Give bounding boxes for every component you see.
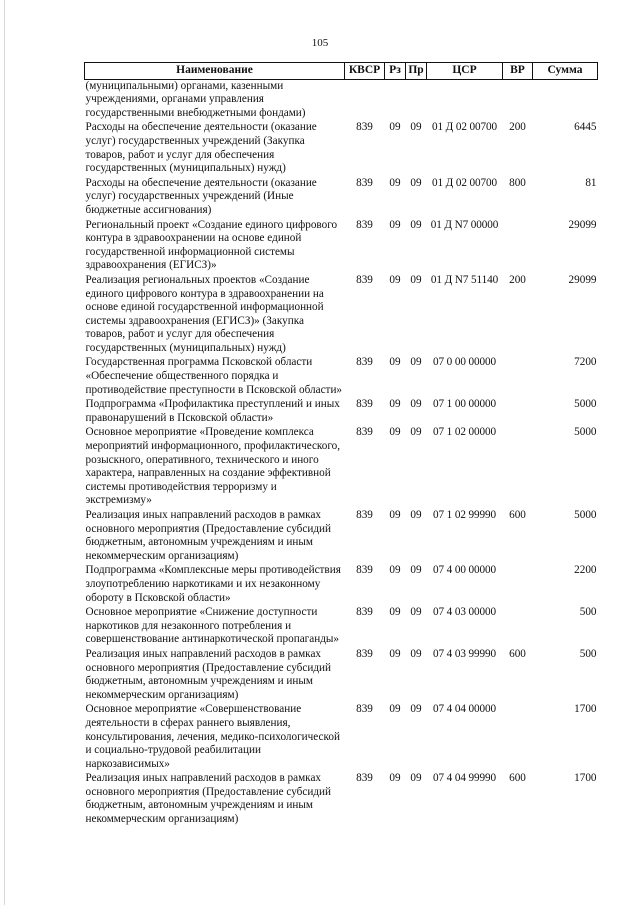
cell-rz — [385, 79, 406, 121]
cell-csr: 07 1 00 00000 — [432, 398, 497, 411]
cell-vr: 600 — [509, 647, 526, 660]
cell-sum: 29099 — [568, 273, 597, 286]
cell-rz: 09 — [389, 647, 401, 660]
cell-name: (муниципальными) органами, казенными учреждениями, органами управления государственными внебюджетными фондами) — [85, 79, 306, 119]
table-row — [85, 398, 598, 426]
cell-vr — [503, 219, 533, 274]
cell-csr: 01 Д 02 00700 — [431, 176, 498, 189]
table-row — [85, 564, 598, 606]
cell-pr: 09 — [410, 564, 422, 577]
header-kvsr: КВСР — [345, 63, 385, 80]
cell-kvsr: 839 — [356, 121, 373, 134]
cell-pr: 09 — [410, 703, 422, 716]
cell-sum: 5000 — [574, 509, 597, 521]
cell-kvsr: 839 — [356, 509, 373, 521]
cell-pr: 09 — [410, 121, 422, 134]
cell-kvsr — [345, 79, 385, 121]
cell-vr — [503, 703, 533, 772]
cell-name: Региональный проект «Создание единого цифрового контура в здравоохранении на основе единой государственной информационной системы здравоохранения (ЕГИСЗ)» — [85, 218, 338, 272]
cell-name: Основное мероприятие «Проведение комплекса мероприятий информационного, профилактического, розыскного, оперативного, технического и иного характера, направленных на создание эффективной системы противодействия терроризму и экстремизму» — [85, 426, 341, 507]
cell-name: Подпрограмма «Профилактика преступлений и иных правонарушений в Псковской области» — [85, 398, 340, 424]
cell-vr: 200 — [509, 273, 526, 286]
cell-kvsr: 839 — [356, 218, 373, 231]
table-header — [85, 63, 598, 80]
cell-rz: 09 — [389, 218, 401, 231]
cell-pr: 09 — [410, 426, 422, 439]
cell-name: Подпрограмма «Комплексные меры противодействия злоупотреблению наркотиками и их незаконному обороту в Псковской области» — [85, 564, 341, 604]
cell-csr: 07 0 00 00000 — [432, 356, 497, 369]
header-vr: ВР — [503, 63, 533, 80]
table-row — [85, 509, 598, 564]
cell-kvsr: 839 — [356, 606, 373, 619]
cell-pr: 09 — [410, 509, 422, 521]
cell-name: Реализация иных направлений расходов в рамках основного мероприятия (Предоставление субсидий бюджетным, автономным учреждениям и иным некоммерческим организациям) — [85, 772, 331, 826]
cell-vr — [503, 564, 533, 606]
cell-name: Основное мероприятие «Совершенствование деятельности в сферах раннего выявления, консультирования, лечения, медико-психологической и социально-трудовой реабилитации наркозависимых» — [85, 703, 340, 770]
cell-name: Реализация иных направлений расходов в рамках основного мероприятия (Предоставление субсидий бюджетным, автономным учреждениям и иным некоммерческим организациям) — [85, 509, 331, 562]
cell-rz: 09 — [389, 398, 401, 411]
cell-sum: 1700 — [574, 703, 597, 716]
cell-vr — [503, 606, 533, 648]
cell-rz: 09 — [389, 509, 401, 521]
cell-rz: 09 — [389, 564, 401, 577]
cell-csr: 01 Д 02 00700 — [431, 121, 498, 134]
cell-csr: 07 1 02 00000 — [432, 426, 497, 439]
table-row — [85, 772, 598, 827]
table-row — [85, 606, 598, 648]
cell-csr: 07 4 04 00000 — [432, 703, 497, 716]
cell-pr: 09 — [410, 647, 422, 660]
cell-csr — [427, 79, 503, 121]
header-pr: Пр — [406, 63, 427, 80]
header-csr: ЦСР — [427, 63, 503, 80]
cell-name: Расходы на обеспечение деятельности (оказание услуг) государственных учреждений (Закупка товаров, работ и услуг для обеспечения государственных (муниципальных) нужд) — [85, 121, 317, 175]
cell-csr: 07 4 00 00000 — [432, 564, 497, 577]
table-row — [85, 177, 598, 219]
cell-kvsr: 839 — [356, 647, 373, 660]
cell-vr: 600 — [509, 509, 526, 521]
cell-pr: 09 — [410, 356, 422, 369]
cell-csr: 07 4 03 99990 — [432, 647, 497, 660]
header-name: Наименование — [85, 63, 345, 80]
cell-kvsr: 839 — [356, 176, 373, 189]
cell-vr — [503, 398, 533, 426]
cell-name: Государственная программа Псковской области «Обеспечение общественного порядка и противодействие преступности в Псковской области» — [85, 356, 343, 396]
cell-sum — [533, 79, 598, 121]
cell-vr: 800 — [509, 176, 526, 189]
cell-kvsr: 839 — [356, 703, 373, 716]
cell-pr: 09 — [410, 398, 422, 411]
scan-edge-line — [4, 0, 5, 905]
cell-sum: 500 — [579, 647, 597, 660]
cell-sum: 5000 — [574, 398, 597, 411]
cell-pr: 09 — [410, 606, 422, 619]
table-row — [85, 274, 598, 357]
cell-name: Расходы на обеспечение деятельности (оказание услуг) государственных учреждений (Иные бюджетные ассигнования) — [85, 176, 317, 216]
cell-sum: 7200 — [574, 356, 597, 369]
cell-sum: 29099 — [568, 218, 597, 231]
cell-rz: 09 — [389, 426, 401, 439]
table-row — [85, 121, 598, 176]
header-rz: Рз — [385, 63, 406, 80]
cell-rz: 09 — [389, 356, 401, 369]
table-row — [85, 703, 598, 772]
cell-rz: 09 — [389, 121, 401, 134]
cell-kvsr: 839 — [356, 772, 373, 785]
budget-table — [84, 62, 598, 828]
cell-csr: 07 4 03 00000 — [432, 606, 497, 619]
cell-vr — [503, 356, 533, 398]
cell-sum: 81 — [585, 176, 597, 189]
cell-kvsr: 839 — [356, 398, 373, 411]
cell-vr: 600 — [509, 772, 526, 785]
cell-csr: 01 Д N7 00000 — [430, 218, 499, 231]
cell-name: Реализация иных направлений расходов в рамках основного мероприятия (Предоставление субсидий бюджетным, автономным учреждениям и иным некоммерческим организациям) — [85, 647, 331, 701]
table-row — [85, 356, 598, 398]
cell-kvsr: 839 — [356, 356, 373, 369]
cell-pr: 09 — [410, 176, 422, 189]
table-row — [85, 426, 598, 509]
cell-csr: 01 Д N7 51140 — [430, 273, 499, 286]
cell-pr: 09 — [410, 273, 422, 286]
page-number: 105 — [311, 37, 329, 49]
cell-sum: 2200 — [574, 564, 597, 577]
header-sum: Сумма — [533, 63, 598, 80]
cell-kvsr: 839 — [356, 564, 373, 577]
cell-csr: 07 1 02 99990 — [432, 509, 497, 521]
cell-vr: 200 — [509, 121, 526, 134]
cell-rz: 09 — [389, 703, 401, 716]
cell-pr: 09 — [410, 772, 422, 785]
cell-vr — [503, 79, 533, 121]
cell-sum: 1700 — [574, 772, 597, 785]
cell-pr — [406, 79, 427, 121]
cell-vr — [503, 426, 533, 509]
cell-rz: 09 — [389, 273, 401, 286]
cell-pr: 09 — [410, 218, 422, 231]
cell-sum: 6445 — [574, 121, 597, 134]
table-row — [85, 219, 598, 274]
table-row — [85, 648, 598, 703]
cell-csr: 07 4 04 99990 — [432, 772, 497, 785]
cell-rz: 09 — [389, 772, 401, 785]
cell-name: Реализация региональных проектов «Создание единого цифрового контура в здравоохранении на основе единой государственной информационной системы здравоохранения (ЕГИСЗ)» (Закупка товаров, работ и услуг для обеспечения государственных (муниципальных) нужд) — [85, 273, 324, 354]
table-row — [85, 79, 598, 121]
cell-rz: 09 — [389, 176, 401, 189]
cell-kvsr: 839 — [356, 426, 373, 439]
cell-sum: 5000 — [574, 426, 597, 439]
cell-rz: 09 — [389, 606, 401, 619]
cell-kvsr: 839 — [356, 273, 373, 286]
cell-sum: 500 — [579, 606, 597, 619]
table-body — [85, 79, 598, 828]
cell-name: Основное мероприятие «Снижение доступности наркотиков для незаконного потребления и совершенствование антинаркотической пропаганды» — [85, 606, 340, 646]
